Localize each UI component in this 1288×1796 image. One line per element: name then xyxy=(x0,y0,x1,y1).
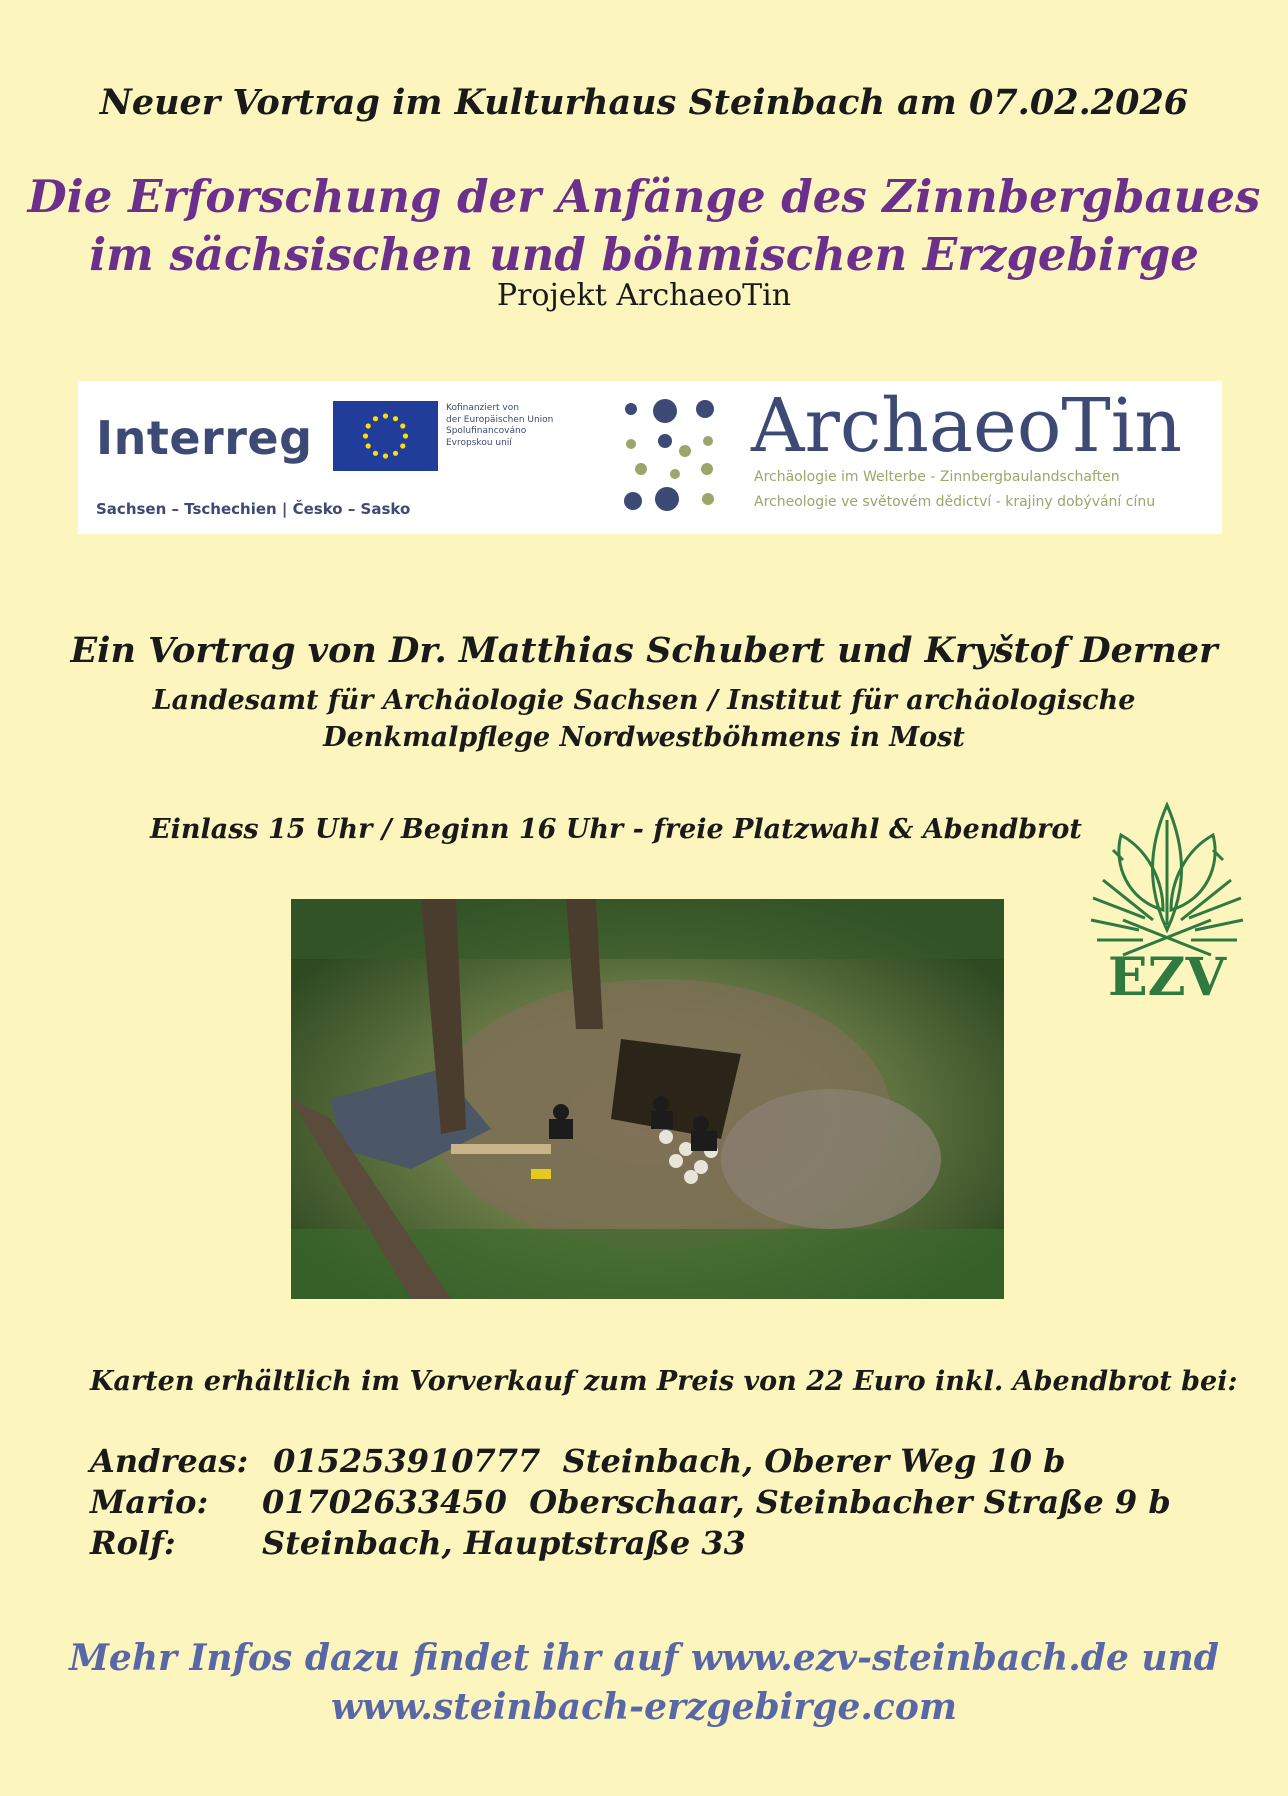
excavation-photo xyxy=(291,899,1004,1299)
contact-row xyxy=(90,1524,1240,1566)
contact-row xyxy=(90,1442,1240,1484)
institutions-line1: Landesamt für Archäologie Sachsen / Institut für archäologische xyxy=(152,685,1136,716)
speakers-line: Ein Vortrag von Dr. Matthias Schubert und Kryštof Derner xyxy=(70,630,1218,671)
contact-detail: 015253910777 Steinbach, Oberer Weg 10 b xyxy=(262,1442,1066,1480)
sponsor-logo-banner xyxy=(78,381,1222,534)
lecture-title-line2: im sächsischen und böhmischen Erzgebirge xyxy=(89,228,1199,281)
announcement-headline: Neuer Vortrag im Kulturhaus Steinbach am 07.02.2026 xyxy=(99,82,1189,123)
eu-cofinance-text: Kofinanziert von der Europäischen Union Spolufinancováno Evropskou unií xyxy=(446,403,554,448)
interreg-region-text: Sachsen – Tschechien | Česko – Sasko xyxy=(96,500,411,518)
archaeotin-tagline-cz: Archeologie ve světovém dědictví - krajiny dobývání cínu xyxy=(754,494,1156,510)
project-subtitle: Projekt ArchaeoTin xyxy=(496,278,792,313)
ticket-info: Karten erhältlich im Vorverkauf zum Preis von 22 Euro inkl. Abendbrot bei: xyxy=(90,1366,1238,1397)
contact-name: Mario: xyxy=(90,1483,209,1521)
contact-detail: Steinbach, Hauptstraße 33 xyxy=(262,1524,746,1562)
more-info-line1: Mehr Infos dazu findet ihr auf www.ezv-steinbach.de und xyxy=(69,1637,1219,1679)
archaeotin-logo-text: ArchaeoTin xyxy=(751,383,1183,469)
contact-detail: 01702633450 Oberschaar, Steinbacher Straße 9 b xyxy=(262,1483,1171,1521)
interreg-logo-text: Interreg xyxy=(96,411,313,465)
institutions-line2: Denkmalpflege Nordwestböhmens in Most xyxy=(323,722,965,753)
eu-flag-icon xyxy=(333,401,438,471)
contact-name: Rolf: xyxy=(90,1524,176,1562)
admission-times: Einlass 15 Uhr / Beginn 16 Uhr - freie Platzwahl & Abendbrot xyxy=(150,814,1082,845)
contact-name: Andreas: xyxy=(90,1442,249,1480)
contact-row xyxy=(90,1483,1240,1525)
lecture-title-line1: Die Erforschung der Anfänge des Zinnbergbaues xyxy=(27,170,1261,223)
ezv-logo-text: EZV xyxy=(1108,947,1226,1008)
archaeotin-tagline-de: Archäologie im Welterbe - Zinnbergbaulandschaften xyxy=(754,469,1120,485)
ezv-leaf-logo-icon xyxy=(1083,790,1251,1010)
more-info-line2: www.steinbach-erzgebirge.com xyxy=(331,1686,957,1728)
archaeotin-dots-icon xyxy=(613,389,733,529)
